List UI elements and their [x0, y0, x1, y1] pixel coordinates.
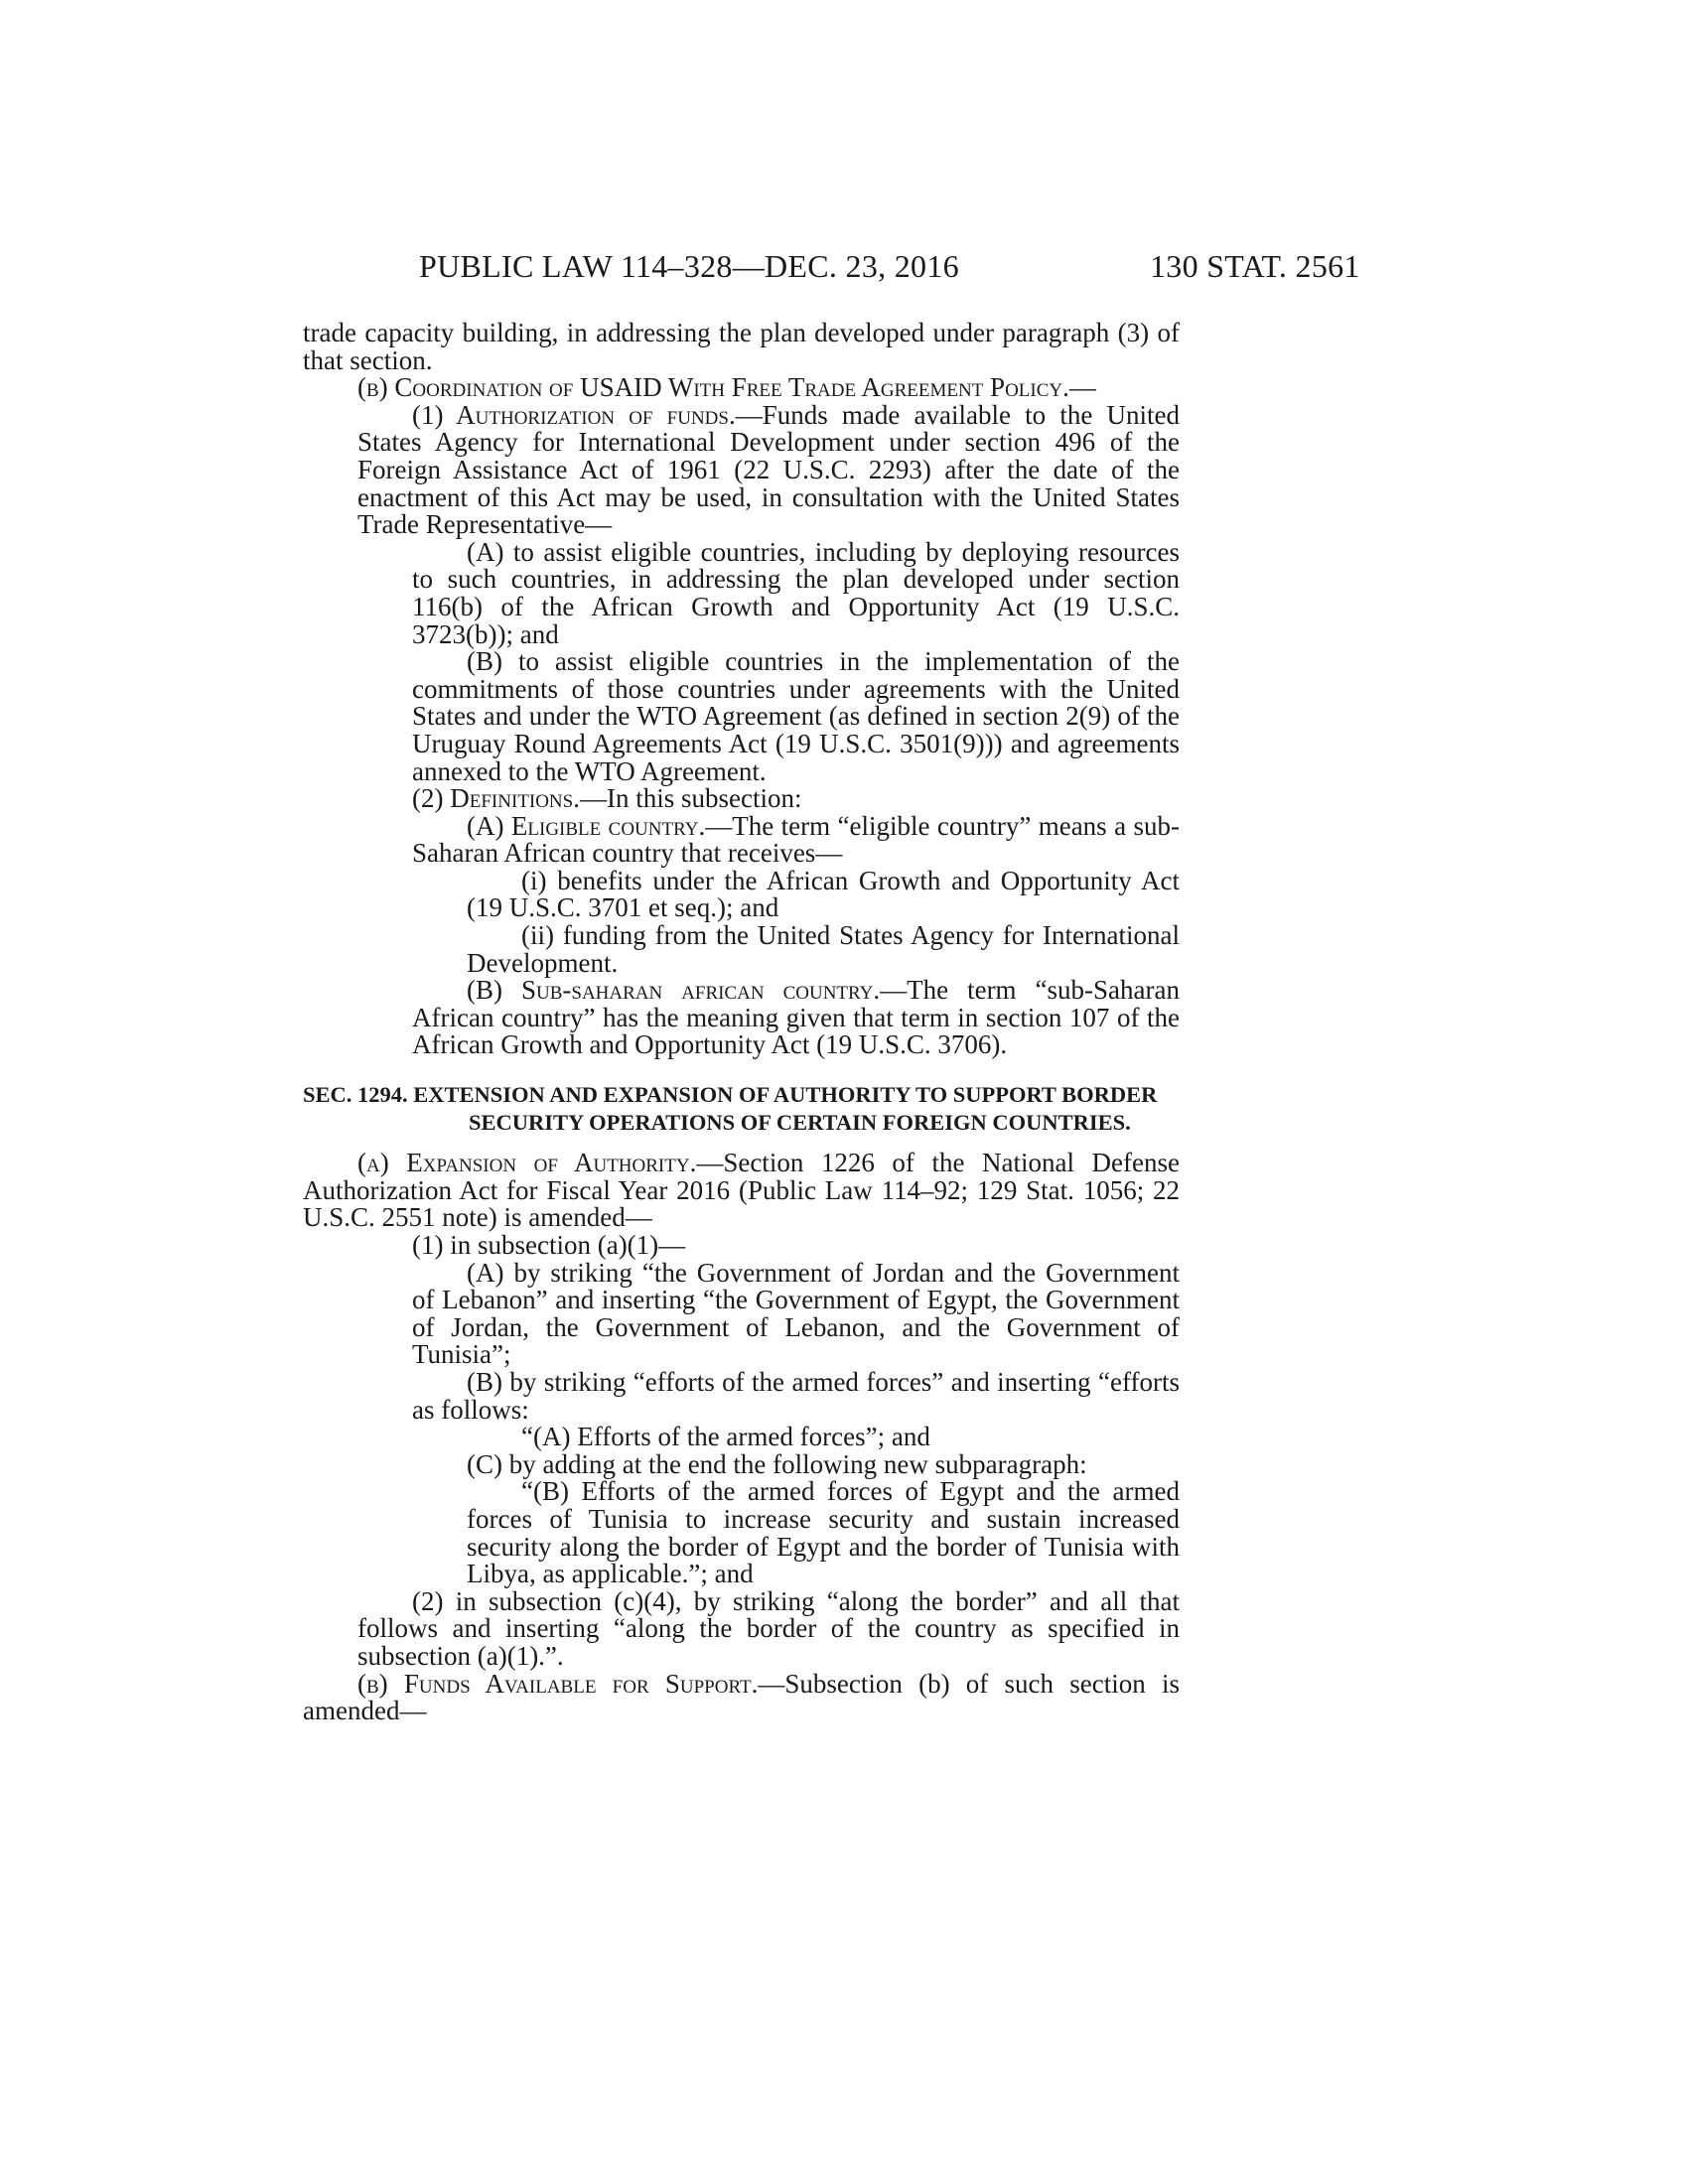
paragraph: trade capacity building, in addressing the plan developed under paragraph (3) of that section. [303, 318, 1180, 375]
clause-ii: (ii) funding from the United States Agency for International Development. [467, 920, 1180, 978]
paragraph-2: (2) Definitions.—In this subsection: [412, 783, 802, 814]
definition-heading: (A) Eligible country.— [467, 810, 733, 841]
definition-sub-saharan: (B) Sub-saharan african country.—The term “sub-Saharan African country” has the meaning given that term in section 107 of the African Growth and Opportunity Act (19 U.S.C. 3706). [412, 975, 1180, 1060]
section-heading: SEC. 1294. EXTENSION AND EXPANSION OF AUTHORITY TO SUPPORT BORDER SECURITY OPERATIONS OF CERTAIN FOREIGN COUNTRIES. [303, 1082, 1158, 1135]
paragraph-heading: (1) Authorization of funds.— [412, 399, 763, 430]
quoted-subparagraph-a: “(A) Efforts of the armed forces”; and [521, 1422, 930, 1452]
amend-paragraph-2: (2) in subsection (c)(4), by striking “along the border” and all that follows and inserting “along the border of the country as specified in subsection (a)(1).”. [357, 1585, 1180, 1671]
document-body [303, 320, 1180, 1725]
amend-subparagraph-a: (A) by striking “the Government of Jordan and the Government of Lebanon” and inserting “the Government of Egypt, the Government of Jordan, the Government of Lebanon, and the Government of Tunisia”; [412, 1257, 1180, 1370]
paragraph-1: (1) Authorization of funds.—Funds made available to the United States Agency for International Development under section 496 of the Foreign Assistance Act of 1961 (22 U.S.C. 2293) after the date of the enactment of this Act may be used, in consultation with the United States Trade Representative— [357, 399, 1180, 540]
subsection-heading: (b) Coordination of USAID With Free Trade Agreement Policy.— [357, 372, 1096, 403]
subsection-b [303, 374, 1180, 402]
amend-paragraph-1: (1) in subsection (a)(1)— [412, 1230, 686, 1260]
quoted-subparagraph-b: “(B) Efforts of the armed forces of Egypt and the armed forces of Tunisia to increase security and sustain increased security along the border of Egypt and the border of Tunisia with Libya, as applicable.”; and [467, 1476, 1180, 1589]
paragraph-heading: (2) Definitions.— [412, 783, 607, 814]
subsection-a: (a) Expansion of Authority.—Section 1226 of the National Defense Authorization Act for Fiscal Year 2016 (Public Law 114–92; 129 Stat. 1056; 22 U.S.C. 2551 note) is amended— [303, 1148, 1180, 1233]
subsection-b-funds: (b) Funds Available for Support.—Subsection (b) of such section is amended— [303, 1668, 1180, 1726]
amend-subparagraph-b: (B) by striking “efforts of the armed forces” and inserting “efforts as follows: [412, 1366, 1180, 1425]
definition-heading: (B) Sub-saharan african country.— [467, 975, 908, 1006]
definition-eligible-country: (A) Eligible country.—The term “eligible country” means a sub-Saharan African country that receives— [412, 810, 1180, 869]
subparagraph-b: (B) to assist eligible countries in the implementation of the commitments of those countries under agreements with the United States and under the WTO Agreement (as defined in section 2(9) of the Uruguay Round Agreements Act (19 U.S.C. 3501(9))) and agreements annexed to the WTO Agreement. [412, 646, 1180, 786]
running-header: PUBLIC LAW 114–328—DEC. 23, 2016 [419, 248, 959, 284]
subparagraph-a: (A) to assist eligible countries, including by deploying resources to such countries, in addressing the plan developed under section 116(b) of the African Growth and Opportunity Act (19 U.S.C. 3723(b)); and [412, 536, 1180, 649]
page-number: 130 STAT. 2561 [1150, 248, 1360, 284]
subsection-heading: (b) Funds Available for Support.— [357, 1668, 785, 1699]
subsection-heading: (a) Expansion of Authority.— [357, 1148, 724, 1178]
clause-i: (i) benefits under the African Growth and Opportunity Act (19 U.S.C. 3701 et seq.); and [467, 865, 1180, 923]
amend-subparagraph-c: (C) by adding at the end the following new subparagraph: [467, 1448, 1087, 1479]
